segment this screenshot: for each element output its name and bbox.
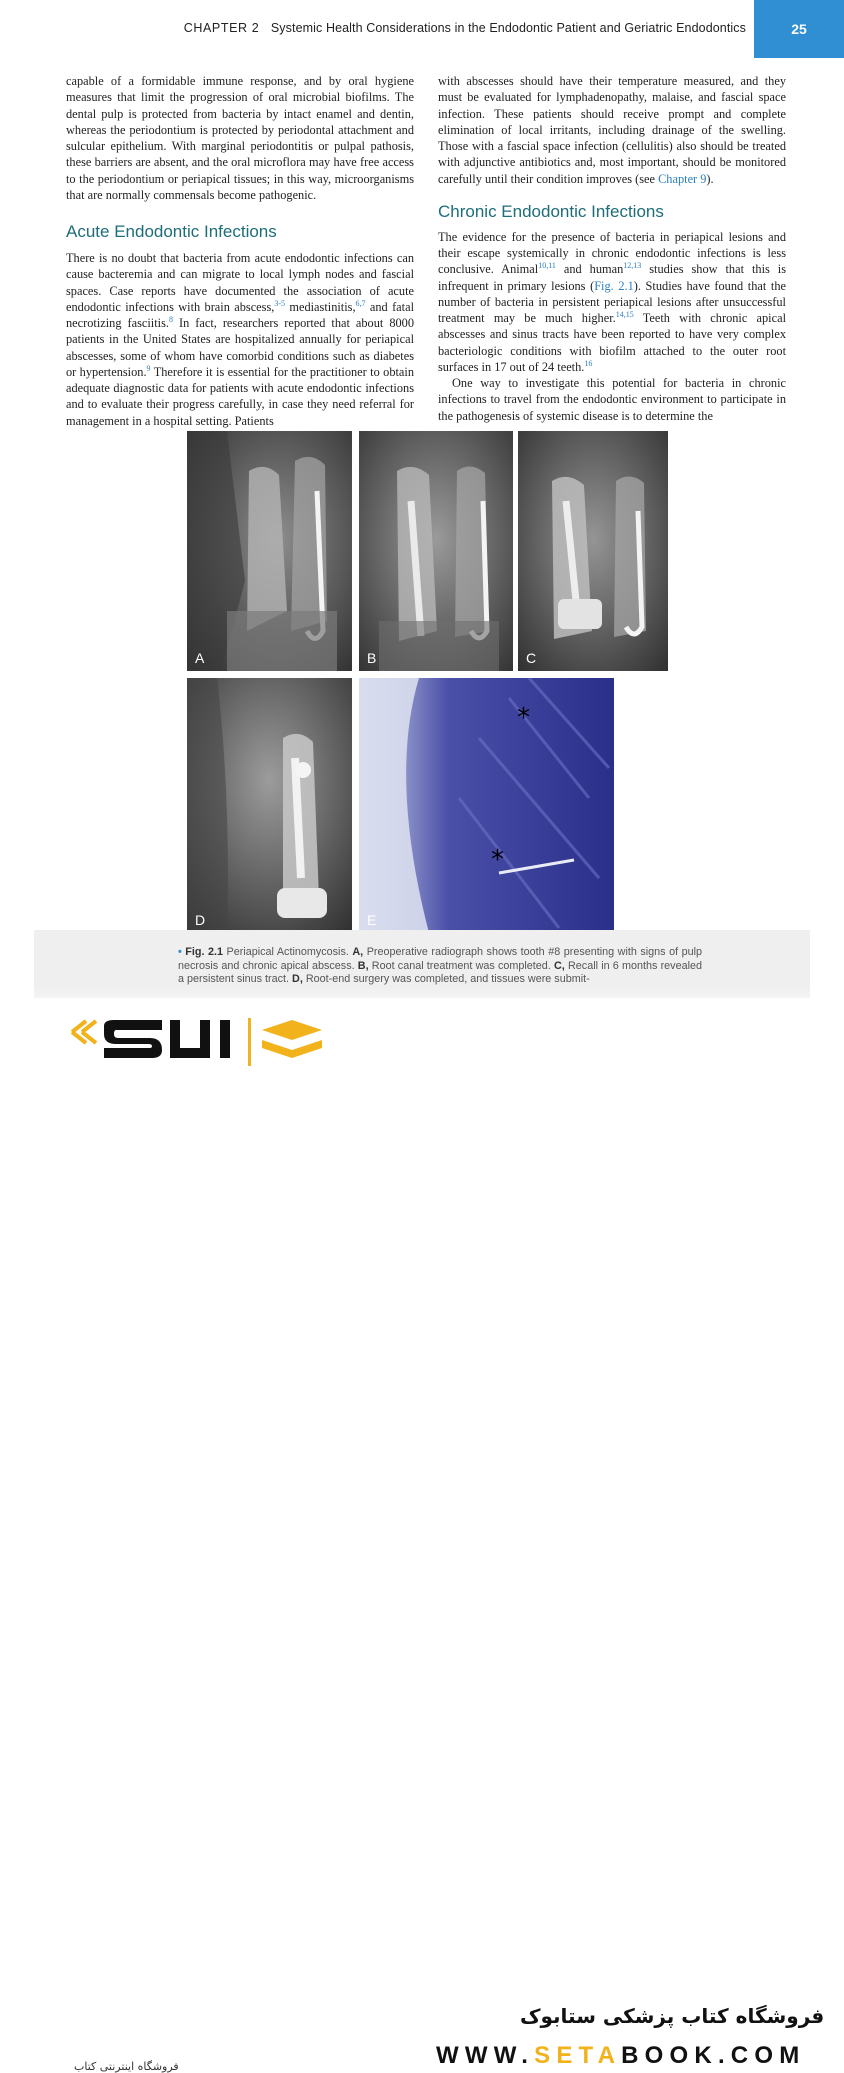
section-heading-acute: Acute Endodontic Infections [66,222,277,241]
figure-link[interactable]: Fig. 2.1 [594,278,634,293]
radiograph-d [187,678,352,933]
figure-caption: • Fig. 2.1 Periapical Actinomycosis. A, Preoperative radiograph shows tooth #8 presenting with signs of pulp necrosis and chronic apical abscess. B, Root canal treatment was completed. C, Recall in 6 months revealed a persistent sinus tract. D, Root-end surgery was completed, and tissues were submit- [178,946,702,985]
reference-link[interactable]: 12,13 [623,261,642,271]
reference-link[interactable]: 8 [169,314,173,324]
paragraph: capable of a formidable immune response, and by oral hygiene measures that limit the progression of oral microbial biofilms. The dental pulp is protected from bacteria by intact enamel and dentin, whereas the periodontium is protected by periodontal attachment and sulcular epithelium. With marginal periodontitis or pulpal pathosis, these barriers are absent, and the oral microflora may have free access to the periodontium or periapical tissues; in this way, microorganisms that are normally commensals become pathogenic. [66,74,414,202]
reference-link[interactable]: 10,11 [538,261,556,271]
paragraph: The evidence for the presence of bacteria in periapical lesions and their escape systemically in chronic endodontic infections is less conclusive. Animal$^{10,11}$ and human$^{12,13}$ studies show that this is infrequent in primary lesions (Fig. 2.1). Studies have found that the number of bacteria in persistent periapical lesions after unsuccessful treatment may be much higher.$^{14,15}$ Teeth with chronic apical abscesses and sinus tracts have been reported to have very complex bacteriologic conditions with biofilm attached to the outer root surfaces in 17 out of 24 teeth.$^{16}$ [438,229,787,374]
chapter-title: Systemic Health Considerations in the Endodontic Patient and Geriatric Endodontics [270,21,746,35]
right-column [438,73,786,424]
chapter-link[interactable]: Chapter 9 [658,171,707,186]
brand-strip [0,998,844,2073]
store-name: فروشگاه کتاب پزشکی ستابوک [520,2004,825,2028]
caption-fade [34,986,810,998]
paragraph: There is no doubt that bacteria from acute endodontic infections can cause bacteremia and can migrate to local lymph nodes and fascial spaces. Case reports have documented the association of acute endodontic infections with brain abscess,$^{3-5}$ mediastinitis,$^{6,7}$ and fatal necrotizing fasciitis.$^8$ In fact, researchers reported that about 8000 patients in the United States are hospitalized annually for periapical abscesses, some of whom have comorbid conditions such as diabetes or hypertension.$^9$ Therefore it is essential for the practitioner to obtain adequate diagnostic data for patients with acute endodontic infections and to evaluate their progress carefully, in case they need referral for management in a hospital setting. Patients [66,251,415,428]
page-number: 25 [754,0,844,58]
left-column [66,73,414,429]
setabook-logo-icon [70,1018,330,1068]
paragraph: One way to investigate this potential for bacteria in chronic infections to travel from the endodontic environment to participate in the pathogenesis of systemic disease is to determine the [438,376,786,423]
radiograph-a [187,431,352,671]
panel-label-e: E [367,912,377,928]
chapter-label: CHAPTER 2 [183,21,260,35]
paragraph: with abscesses should have their temperature measured, and they must be evaluated for lymphadenopathy, malaise, and fascial space infection. These patients should receive prompt and complete elimination of local irritants, including drainage of the swelling. Those with a fascial space infection (cellulitis) also should be treated with adjunctive antibiotics and, most important, should be monitored carefully until their condition improves (see Chapter 9). [438,74,786,186]
panel-label-a: A [195,650,205,666]
reference-link[interactable]: 9 [146,363,151,373]
svg-text:*: * [517,703,530,733]
radiograph-c [518,431,668,671]
logo-subtitle: فروشگاه اینترنتی کتاب [74,2060,179,2073]
website-url[interactable]: WWW.SETABOOK.COM [436,2042,806,2069]
running-header [0,0,844,58]
reference-link[interactable]: 16 [584,358,593,368]
panel-label-b: B [367,650,377,666]
reference-link[interactable]: 14,15 [615,309,634,319]
panel-label-c: C [526,650,537,666]
section-heading-chronic: Chronic Endodontic Infections [438,201,664,221]
reference-link[interactable]: 3-5 [274,298,286,308]
header-text [184,21,746,35]
reference-link[interactable]: 6,7 [355,298,366,308]
histology-e [359,678,614,933]
svg-text:*: * [491,845,504,875]
radiograph-b [359,431,513,671]
panel-label-d: D [195,912,206,928]
